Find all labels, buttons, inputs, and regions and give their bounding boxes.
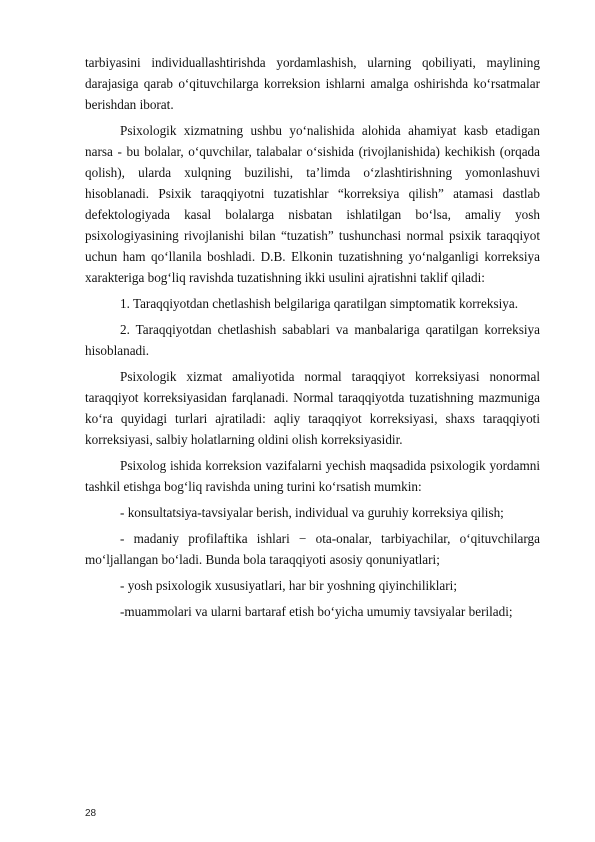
list-item-2: 2. Taraqqiyotdan chetlashish sabablari va manbalariga qaratilgan korreksiya hisoblanadi. (85, 322, 540, 358)
bullet-problems: -muammolari va ularni bartaraf etish bo‘yicha umumiy tavsiyalar beriladi; (120, 604, 513, 619)
bullet-cultural-prophylaxis: - madaniy profilaftika ishlari − ota-onalar, tarbiyachilar, o‘qituvchilarga mo‘ljallangan bo‘ladi. Bunda bola taraqqiyoti asosiy qonuniyatlari; (85, 531, 540, 567)
paragraph-psychological-service: Psixologik xizmatning ushbu yo‘nalishida alohida ahamiyat kasb etadigan narsa - bu bolalar, o‘quvchilar, talabalar o‘sishida (rivojlanishida) kechikish (orqada qolish), ularda xulqning buzilishi, ta’limda o‘zlashtirishning yomonlashuvi hisoblanadi. Psixik taraqqiyotni tuzatishlar “korreksiya qilish” atamasi dastlab defektologiyada kasal bolalarga nisbatan ishlatilgan bo‘lsa, amaliy yosh psixologiyasining rivojlanishi bilan “tuzatish” tushunchasi normal psixik taraqqiyot uchun ham qo‘llanila boshladi. D.B. Elkonin tuzatishning yo‘nalganligi korreksiya xarakteriga bog‘liq ravishda tuzatishning ikki usulini ajratishni taklif qiladi: (85, 123, 540, 285)
page-number: 28 (85, 808, 97, 819)
paragraph-continuation: tarbiyasini individuallashtirishda yordamlashish, ularning qobiliyati, maylining darajasiga qarab o‘qituvchilarga korreksion ishlarni amalga oshirishda ko‘rsatmalar berishdan iborat. (85, 55, 540, 112)
paragraph-normal-development: Psixologik xizmat amaliyotida normal taraqqiyot korreksiyasi nonormal taraqqiyot korreksiyasidan farqlanadi. Normal taraqqiyotda tuzatishning mazmuniga ko‘ra quyidagi turlari ajratiladi: aqliy taraqqiyot korreksiyasi, shaxs taraqqiyoti korreksiyasi, salbiy holatlarning oldini olish korreksiyasidir. (85, 369, 540, 447)
bullet-consultation: - konsultatsiya-tavsiyalar berish, individual va guruhiy korreksiya qilish; (120, 505, 504, 520)
bullet-age-features: - yosh psixologik xususiyatlari, har bir yoshning qiyinchiliklari; (120, 578, 457, 593)
list-item-1: 1. Taraqqiyotdan chetlashish belgilariga qaratilgan simptomatik korreksiya. (120, 296, 519, 311)
document-page (85, 52, 540, 627)
paragraph-corrective-tasks: Psixolog ishida korreksion vazifalarni yechish maqsadida psixologik yordamni tashkil etishga bog‘liq ravishda uning turini ko‘rsatish mumkin: (85, 458, 540, 494)
